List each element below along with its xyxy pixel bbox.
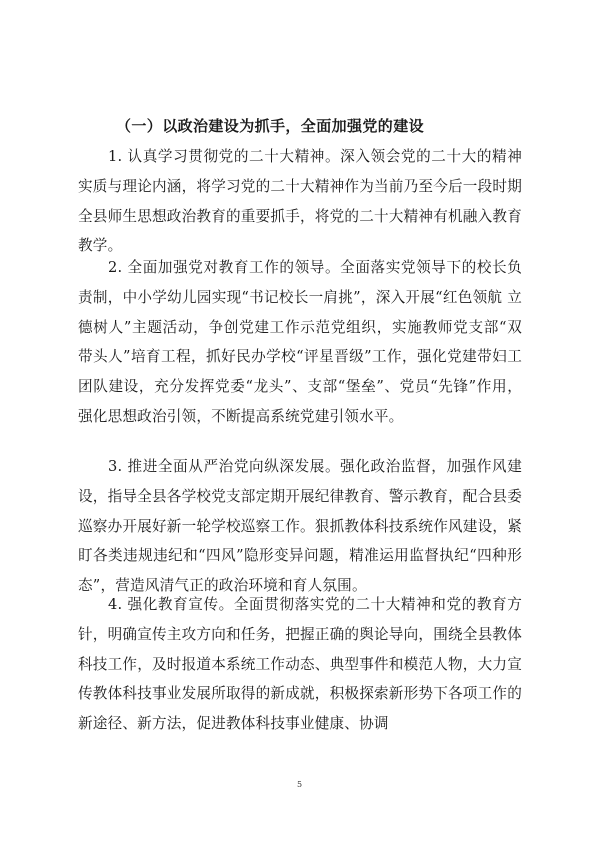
paragraph-2: 2. 全面加强党对教育工作的领导。全面落实党领导下的校长负责制，中小学幼儿园实现“书记校长一肩挑”，深入开展“红色领航 立德树人”主题活动，争创党建工作示范党组织，实施教师党支部“双带头人”培育工程，抓好民办学校“评星晋级”工作，强化党建带妇工团队建设，充分发挥党委“龙头”、支部“堡垒”、党员“先锋”作用，强化思想政治引领，不断提高系统党建引领水平。: [78, 259, 522, 425]
paragraph-1: 1. 认真学习贯彻党的二十大精神。深入领会党的二十大的精神实质与理论内涵，将学习党的二十大精神作为当前乃至今后一段时期全县师生思想政治教育的重要抓手，将党的二十大精神有机融入教育教学。: [78, 148, 522, 255]
page-number: 5: [296, 780, 303, 789]
paragraph-3: 3. 推进全面从严治党向纵深发展。强化政治监督，加强作风建设，指导全县各学校党支部定期开展纪律教育、警示教育，配合县委巡察办开展好新一轮学校巡察工作。狠抓教体科技系统作风建设，紧盯各类违规违纪和“四风”隐形变异问题，精准运用监督执纪“四种形态”，营造风清气正的政治环境和育人氛围。: [78, 458, 522, 595]
section-heading: （一）以政治建设为抓手，全面加强党的建设: [116, 117, 425, 135]
paragraph-4: 4. 强化教育宣传。全面贯彻落实党的二十大精神和党的教育方针，明确宣传主攻方向和任务，把握正确的舆论导向，围绕全县教体科技工作，及时报道本系统工作动态、典型事件和模范人物，大力宣传教体科技事业发展所取得的新成就，积极探索新形势下各项工作的新途径、新方法，促进教体科技事业健康、协调: [78, 596, 522, 733]
